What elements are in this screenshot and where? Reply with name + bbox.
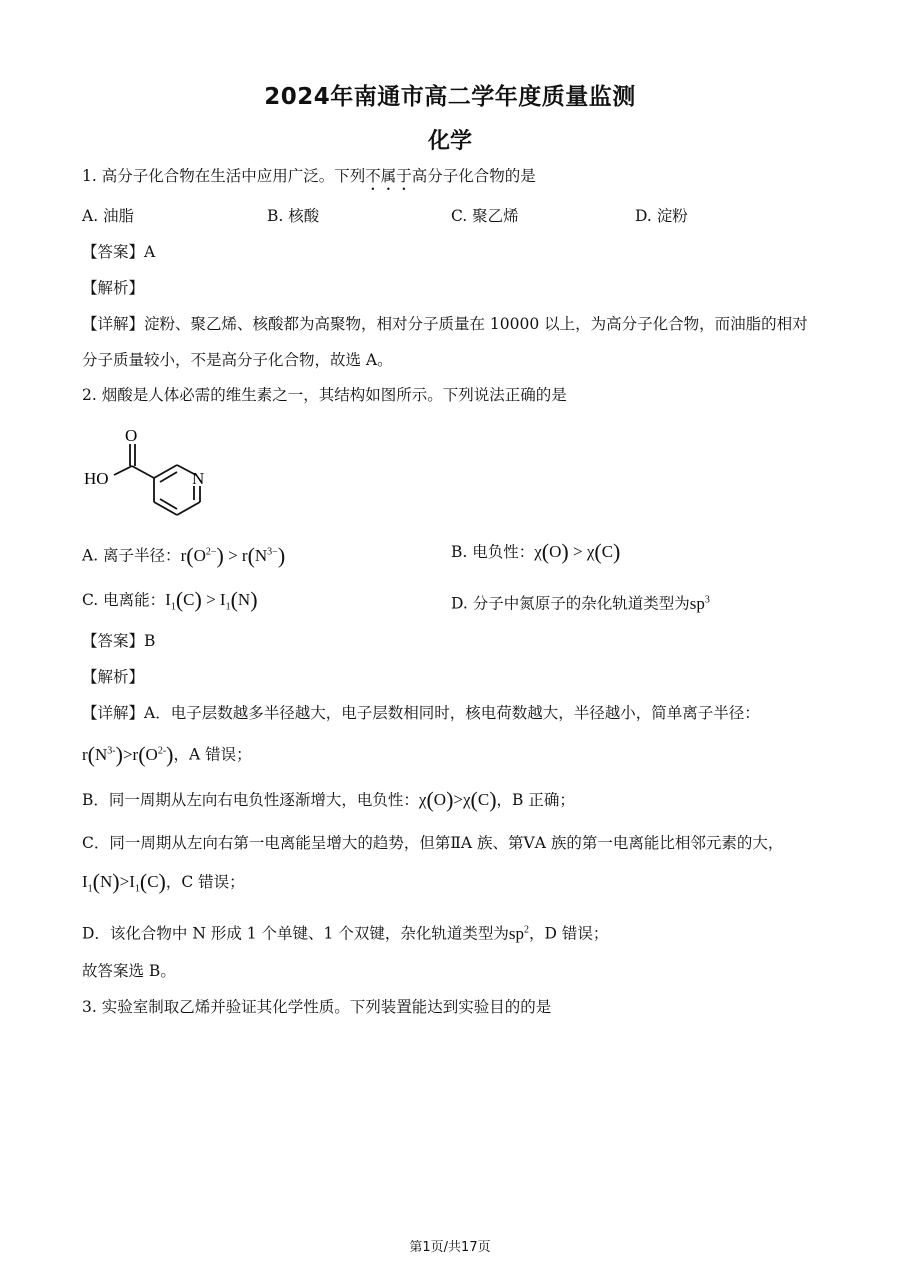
q2-stem: 2. 烟酸是人体必需的维生素之一，其结构如图所示。下列说法正确的是 bbox=[82, 386, 567, 404]
q2-option-b-formula: χ(O) > χ(C) bbox=[534, 539, 621, 564]
q2-conclusion: 故答案选 B。 bbox=[82, 962, 176, 980]
q2-detail-b bbox=[82, 789, 575, 811]
q1-option-c: C. 聚乙烯 bbox=[451, 207, 519, 225]
q1-detail-line2: 分子质量较小，不是高分子化合物，故选 A。 bbox=[82, 351, 393, 369]
q2-option-c-formula: $I_1(C) > I_1(N)$ bbox=[165, 587, 258, 613]
q2-detail-a-formula: $r(N^{3-})>r(O^{2-})$ bbox=[82, 741, 174, 767]
q2-option-c bbox=[82, 589, 258, 618]
q2-option-b-prefix: B. 电负性： bbox=[451, 543, 535, 561]
q2-option-a-prefix: A. 离子半径： bbox=[82, 546, 181, 565]
page-footer: 第1页/共17页 bbox=[409, 1240, 491, 1255]
q2-detail-d-formula: $sp^2$ bbox=[508, 923, 529, 943]
q1-stem-part1: 1. 高分子化合物在生活中应用广泛。下列 bbox=[82, 167, 366, 185]
nitrogen-label: N bbox=[192, 469, 205, 488]
q2-detail-d-prefix: D．该化合物中 N 形成 1 个单键、1 个双键，杂化轨道类型为 bbox=[82, 924, 509, 943]
q1-stem-part2: 高分子化合物的是 bbox=[411, 167, 536, 185]
q2-detail-c: C．同一周期从左向右第一电离能呈增大的趋势，但第ⅡA 族、第ⅤA 族的第一电离能比相邻元素的大， bbox=[82, 834, 784, 852]
q3-stem: 3. 实验室制取乙烯并验证其化学性质。下列装置能达到实验目的的是 bbox=[82, 998, 552, 1016]
q1-option-d: D. 淀粉 bbox=[635, 207, 688, 225]
q2-answer: 【答案】B bbox=[82, 632, 156, 650]
q2-detail-a-formula-line bbox=[82, 740, 252, 766]
q2-detail-b-tail: ，B 正确； bbox=[496, 791, 575, 809]
q2-option-d-formula: $sp^3$ bbox=[689, 593, 710, 613]
q2-option-a-formula: $r(O^{2-}) > r(N^{3-})$ bbox=[180, 542, 286, 568]
subject-title: 化学 bbox=[427, 129, 472, 154]
q2-option-c-prefix: C. 电离能： bbox=[82, 591, 166, 609]
q2-detail-d-tail: ，D 错误； bbox=[528, 924, 609, 943]
q1-stem bbox=[82, 165, 536, 194]
q2-detail-a-tail: ，A 错误； bbox=[173, 745, 252, 764]
q2-option-d bbox=[451, 589, 710, 615]
q1-detail-line1: 【详解】淀粉、聚乙烯、核酸都为高聚物，相对分子质量在 10000 以上，为高分子化合物，而油脂的相对 bbox=[82, 315, 808, 333]
q2-option-a bbox=[82, 541, 285, 567]
page-title: 2024年南通市高二学年度质量监测 bbox=[264, 84, 636, 110]
q1-option-b: B. 核酸 bbox=[267, 207, 320, 225]
q2-detail-c-formula-line bbox=[82, 871, 245, 900]
q2-detail-a: 【详解】A．电子层数越多半径越大，电子层数相同时，核电荷数越大，半径越小，简单离子半径： bbox=[82, 704, 760, 722]
q2-option-d-text: D. 分子中氮原子的杂化轨道类型为 bbox=[451, 594, 690, 613]
q2-detail-d bbox=[82, 919, 608, 945]
q2-option-b bbox=[451, 541, 620, 563]
q2-detail-c-tail: ，C 错误； bbox=[165, 873, 245, 891]
q1-option-a: A. 油脂 bbox=[82, 207, 135, 225]
hydroxyl-label: HO bbox=[84, 469, 109, 488]
q1-analysis-label: 【解析】 bbox=[82, 279, 145, 297]
q2-detail-b-formula: χ(O)>χ(C) bbox=[418, 787, 497, 812]
nicotinic-acid-structure bbox=[82, 420, 222, 520]
q2-detail-c-formula: $I_1(N)>I_1(C)$ bbox=[82, 869, 166, 895]
q1-stem-emphasis: 不属于 bbox=[365, 167, 412, 185]
oxygen-label: O bbox=[125, 426, 138, 445]
q2-analysis-label: 【解析】 bbox=[82, 668, 145, 686]
q1-answer: 【答案】A bbox=[82, 243, 156, 261]
q2-detail-b-prefix: B．同一周期从左向右电负性逐渐增大，电负性： bbox=[82, 791, 419, 809]
